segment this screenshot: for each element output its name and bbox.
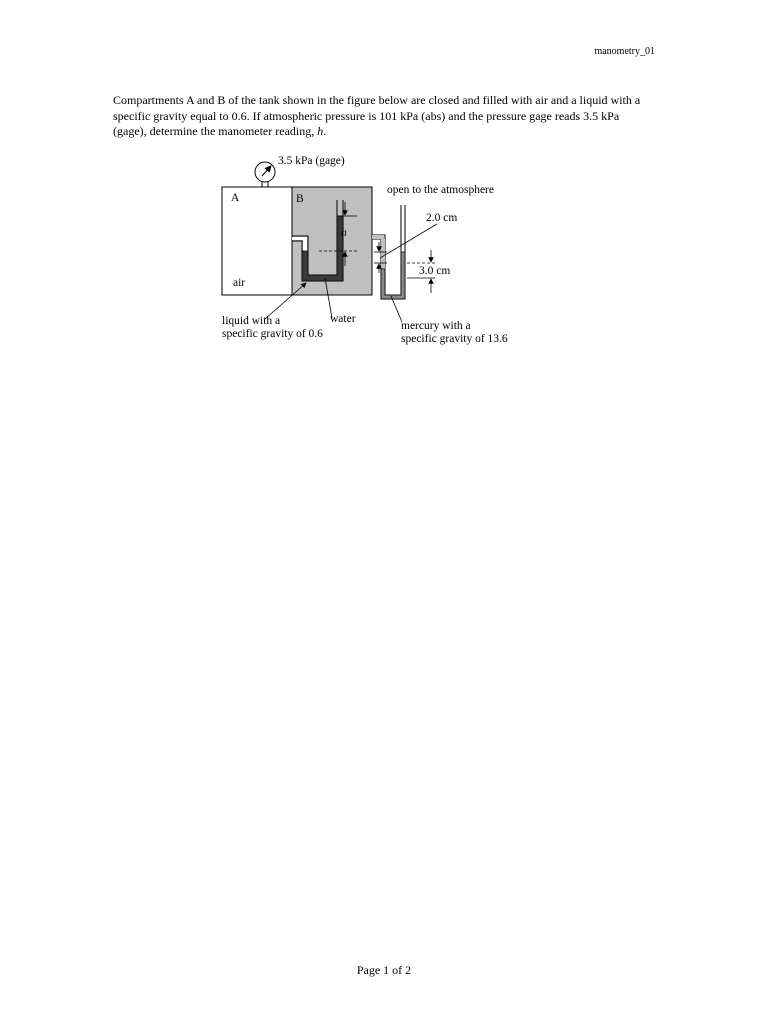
h-dimension-label: h [341, 227, 347, 239]
connecting-pipe-fill [372, 235, 384, 239]
manometer-figure [215, 150, 535, 360]
open-to-atmosphere-label: open to the atmosphere [387, 184, 494, 196]
problem-variable: h [317, 124, 324, 138]
gage-label: 3.5 kPa (gage) [278, 155, 345, 167]
mercury-leader [391, 296, 402, 322]
problem-text: Compartments A and B of the tank shown in the figure below are closed and filled with air and a liquid with a specific gravity equal to 0.6. If atmospheric pressure is 101 kPa (abs) and the pressure gage reads 3.5 kPa (gage), determine the manometer reading, [113, 93, 641, 138]
water-label: water [330, 313, 356, 325]
air-label: air [233, 277, 246, 289]
two-cm-label: 2.0 cm [426, 212, 458, 224]
liquid-down-leg [381, 239, 385, 269]
three-cm-label: 3.0 cm [419, 265, 451, 277]
compartment-a-label: A [231, 192, 240, 204]
connecting-pipe-bottom [372, 239, 381, 299]
document-id: manometry_01 [594, 46, 655, 57]
liquid-label: liquid with a specific gravity of 0.6 [222, 315, 323, 340]
problem-text-end: . [323, 124, 327, 138]
mercury-label: mercury with a specific gravity of 13.6 [401, 320, 508, 345]
compartment-b-label: B [296, 193, 304, 205]
problem-statement [113, 93, 653, 140]
page-number: Page 1 of 2 [356, 963, 412, 977]
dim2-leader [380, 224, 437, 258]
